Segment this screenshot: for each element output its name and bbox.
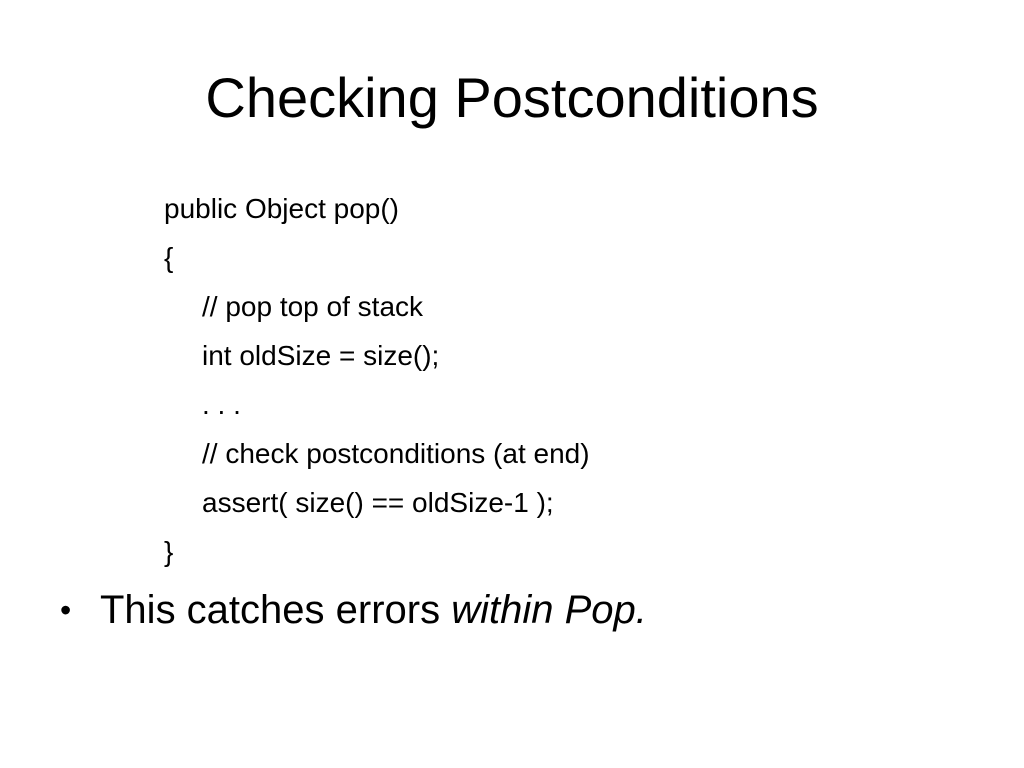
bullet-text: This catches errors <box>100 588 452 632</box>
code-line: . . . <box>202 389 241 420</box>
code-line: int oldSize = size(); <box>202 340 440 371</box>
code-line: } <box>164 536 174 567</box>
code-line: public Object pop() <box>164 193 400 224</box>
bullet-emphasis: within Pop. <box>451 588 647 632</box>
code-line: // pop top of stack <box>202 291 424 322</box>
code-line: // check postconditions (at end) <box>202 438 590 469</box>
bullet-icon: • <box>60 592 72 628</box>
slide-title: Checking Postconditions <box>205 66 819 129</box>
code-line: { <box>164 242 174 273</box>
code-block <box>164 184 590 576</box>
code-line: assert( size() == oldSize-1 ); <box>202 487 554 518</box>
bullet-item <box>56 584 647 636</box>
